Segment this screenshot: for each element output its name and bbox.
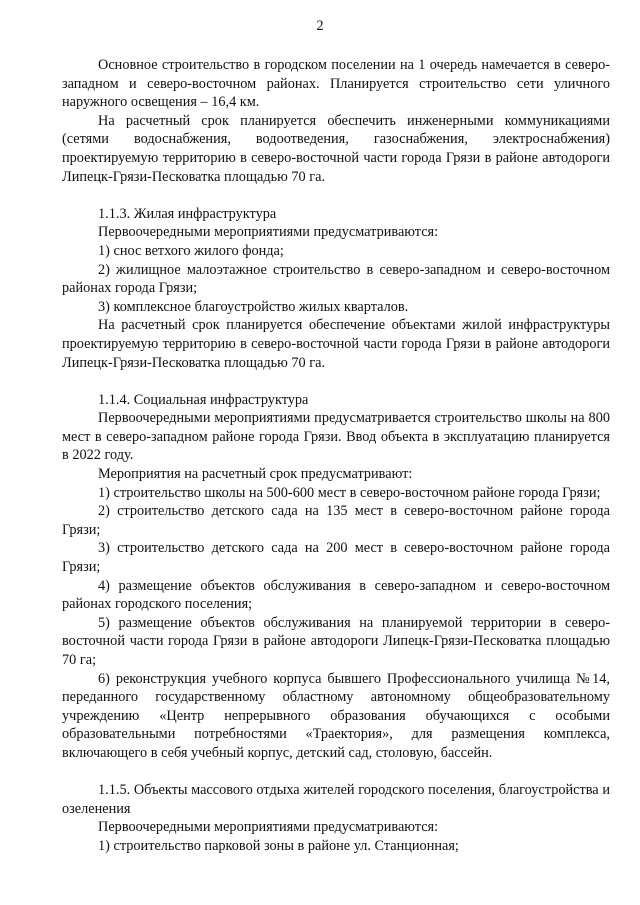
housing-intro: Первоочередными мероприятиями предусматриваются: [98, 224, 439, 241]
social-paragraph: Первоочередными мероприятиями предусматривается строительство школы на 800 мест в северо-западном районе города Грязи. Ввод объекта в эксплуатацию планируется в 2022 году. [62, 410, 610, 464]
spacer [62, 372, 610, 391]
recreation-intro: Первоочередными мероприятиями предусматриваются: [98, 819, 439, 836]
social-intro: Мероприятия на расчетный срок предусматривают: [98, 466, 413, 483]
section-heading-social: 1.1.4. Социальная инфраструктура [98, 391, 309, 408]
section-heading-housing: 1.1.3. Жилая инфраструктура [98, 205, 277, 222]
paragraph-construction: Основное строительство в городском поселении на 1 очередь намечается в северо-западном и северо-восточном районах. Планируется строительство сети уличного наружного освещения – 16,4 км. [62, 57, 610, 111]
document-body [62, 56, 610, 856]
social-list-item: 4) размещение объектов обслуживания в северо-западном и северо-восточном районах городского поселения; [62, 577, 610, 613]
social-list-item: 1) строительство школы на 500-600 мест в северо-восточном районе города Грязи; [98, 484, 601, 501]
page-number: 2 [316, 18, 324, 34]
housing-list-item: 3) комплексное благоустройство жилых кварталов. [98, 298, 409, 315]
spacer [62, 186, 610, 205]
social-list-item: 6) реконструкция учебного корпуса бывшего Профессионального училища №14, переданного государственному областному автономному общеобразовательному учреждению «Центр непрерывного образования обучающихся с особыми образовательными потребностями «Траектория», для размещения комплекса, включающего в себя учебный корпус, детский сад, столовую, бассейн. [62, 670, 610, 761]
paragraph-utilities: На расчетный срок планируется обеспечить инженерными коммуникациями (сетями водоснабжения, водоотведения, газоснабжения, электроснабжения) проектируемую территорию в северо-восточной части города Грязи в районе автодороги Липецк-Грязи-Песковатка площадью 70 га. [62, 112, 610, 185]
housing-list-item: 2) жилищное малоэтажное строительство в северо-западном и северо-восточном районах города Грязи; [62, 261, 610, 297]
social-list-item: 2) строительство детского сада на 135 мест в северо-восточном районе города Грязи; [62, 503, 610, 538]
spacer [62, 763, 610, 782]
recreation-list-item: 1) строительство парковой зоны в районе ул. Станционная; [98, 837, 459, 854]
social-list-item: 3) строительство детского сада на 200 мест в северо-восточном районе города Грязи; [62, 540, 610, 576]
housing-list-item: 1) снос ветхого жилого фонда; [98, 242, 284, 259]
section-heading-recreation: 1.1.5. Объекты массового отдыха жителей городского поселения, благоустройства и озеленения [62, 782, 610, 817]
housing-final-paragraph: На расчетный срок планируется обеспечение объектами жилой инфраструктуры проектируемую территорию в северо-восточной части города Грязи в районе автодороги Липецк-Грязи-Песковатка площадью 70 га. [62, 317, 610, 371]
social-list-item: 5) размещение объектов обслуживания на планируемой территории в северо-восточной части города Грязи в районе автодороги Липецк-Грязи-Песковатка площадью 70 га; [62, 614, 610, 668]
